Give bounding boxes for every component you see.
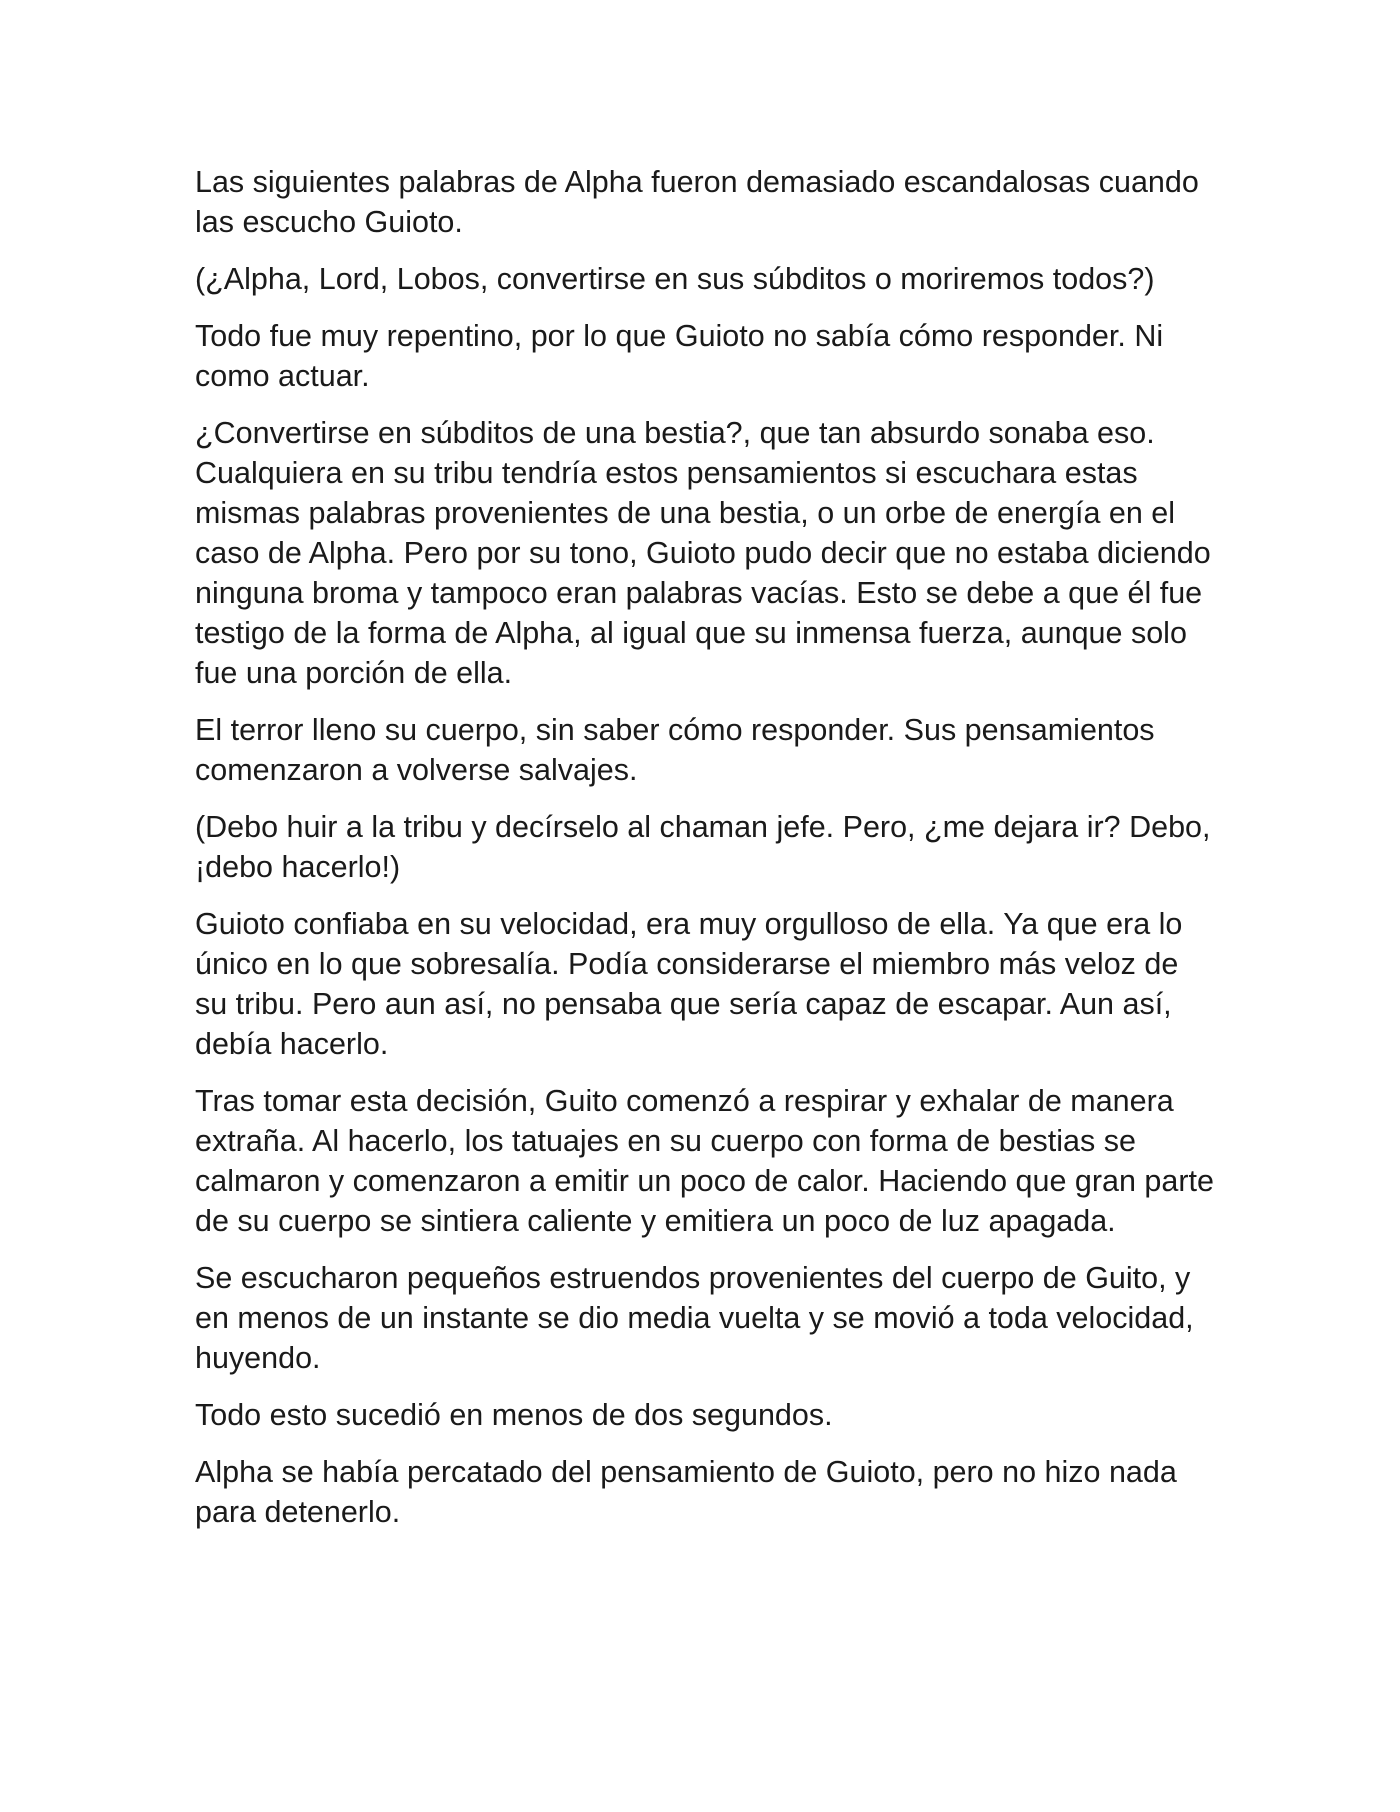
paragraph-7: Guioto confiaba en su velocidad, era muy orgulloso de ella. Ya que era lo único en lo que sobresalía. Podía considerarse el miembro más veloz de su tribu. Pero aun así, no pensaba que sería capaz de escapar. Aun así, debía hacerlo. <box>195 907 1183 1061</box>
paragraph-3: Todo fue muy repentino, por lo que Guioto no sabía cómo responder. Ni como actuar. <box>195 319 1164 393</box>
paragraph-4: ¿Convertirse en súbditos de una bestia?, que tan absurdo sonaba eso. Cualquiera en su tribu tendría estos pensamientos si escuchara estas mismas palabras provenientes de una bestia, o un orbe de energía en el caso de Alpha. Pero por su tono, Guioto pudo decir que no estaba diciendo ninguna broma y tampoco eran palabras vacías. Esto se debe a que él fue testigo de la forma de Alpha, al igual que su inmensa fuerza, aunque solo fue una porción de ella. <box>195 416 1211 690</box>
paragraph-2: (¿Alpha, Lord, Lobos, convertirse en sus súbditos o moriremos todos?) <box>195 262 1155 296</box>
document-body <box>195 162 1215 1549</box>
paragraph-6: (Debo huir a la tribu y decírselo al chaman jefe. Pero, ¿me dejara ir? Debo, ¡debo hacerlo!) <box>195 810 1211 884</box>
paragraph-5: El terror lleno su cuerpo, sin saber cómo responder. Sus pensamientos comenzaron a volverse salvajes. <box>195 713 1155 787</box>
paragraph-10: Todo esto sucedió en menos de dos segundos. <box>195 1398 833 1432</box>
paragraph-9: Se escucharon pequeños estruendos provenientes del cuerpo de Guito, y en menos de un instante se dio media vuelta y se movió a toda velocidad, huyendo. <box>195 1261 1194 1375</box>
paragraph-11: Alpha se había percatado del pensamiento de Guioto, pero no hizo nada para detenerlo. <box>195 1455 1177 1529</box>
paragraph-1: Las siguientes palabras de Alpha fueron demasiado escandalosas cuando las escucho Guioto. <box>195 165 1199 239</box>
paragraph-8: Tras tomar esta decisión, Guito comenzó a respirar y exhalar de manera extraña. Al hacerlo, los tatuajes en su cuerpo con forma de bestias se calmaron y comenzaron a emitir un poco de calor. Haciendo que gran parte de su cuerpo se sintiera caliente y emitiera un poco de luz apagada. <box>195 1084 1214 1238</box>
